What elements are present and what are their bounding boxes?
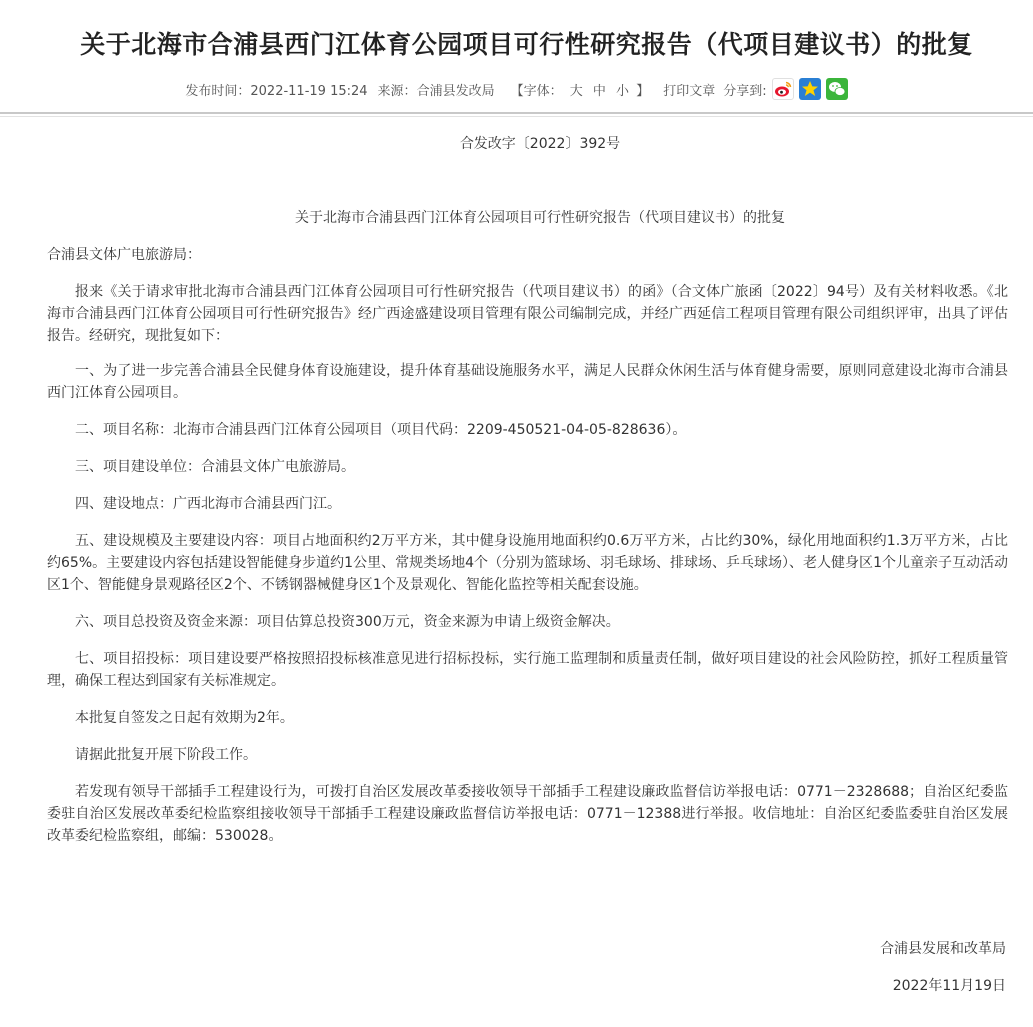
body-paragraph bbox=[47, 419, 1008, 441]
body-paragraph bbox=[47, 456, 1008, 478]
signature-date: 2022年11月19日 bbox=[892, 978, 1006, 994]
source-value: 合浦县发改局 bbox=[416, 83, 495, 99]
paragraph-text: 若发现有领导干部插手工程建设行为，可拨打自治区发展改革委接收领导干部插手工程建设廉政监督信访举报电话：0771－2328688；自治区纪委监委驻自治区发展改革委纪检监察组接收领导干部插手工程建设廉政监督信访举报电话：0771－12388进行举报。收信地址：自治区纪委监委驻自治区发展改革委纪检监察组，邮编：530028。 bbox=[47, 784, 1008, 844]
source-label: 来源： bbox=[377, 83, 417, 99]
font-control-open: 【字体： bbox=[510, 83, 563, 99]
font-size-small-button[interactable]: 小 bbox=[616, 83, 630, 99]
body-paragraph bbox=[47, 611, 1008, 633]
paragraph-text: 一、为了进一步完善合浦县全民健身体育设施建设，提升体育基础设施服务水平，满足人民群众休闲生活与体育健身需要，原则同意建设北海市合浦县西门江体育公园项目。 bbox=[47, 363, 1008, 401]
signature-organization: 合浦县发展和改革局 bbox=[880, 941, 1006, 957]
body-paragraph bbox=[47, 360, 1008, 404]
salutation: 合浦县文体广电旅游局： bbox=[47, 247, 201, 263]
publish-time-label: 发布时间： bbox=[185, 83, 251, 99]
wechat-icon[interactable] bbox=[826, 78, 848, 100]
article-meta-bar bbox=[0, 78, 1033, 100]
share-label: 分享到: bbox=[723, 83, 767, 99]
publish-time-value: 2022-11-19 15:24 bbox=[250, 83, 368, 99]
print-article-link[interactable]: 打印文章 bbox=[663, 83, 716, 99]
paragraph-text: 四、建设地点：广西北海市合浦县西门江。 bbox=[75, 496, 341, 512]
body-paragraph bbox=[47, 648, 1008, 692]
paragraph-text: 三、项目建设单位：合浦县文体广电旅游局。 bbox=[75, 459, 355, 475]
qzone-icon[interactable] bbox=[799, 78, 821, 100]
body-paragraph bbox=[47, 281, 1008, 347]
font-control-close: 】 bbox=[636, 83, 650, 99]
paragraph-text: 本批复自签发之日起有效期为2年。 bbox=[75, 710, 294, 726]
font-size-large-button[interactable]: 大 bbox=[569, 83, 583, 99]
paragraph-text: 请据此批复开展下阶段工作。 bbox=[75, 747, 257, 763]
body-paragraph bbox=[47, 530, 1008, 596]
font-size-control bbox=[511, 80, 650, 99]
body-paragraph bbox=[47, 493, 1008, 515]
paragraph-text: 报来《关于请求审批北海市合浦县西门江体育公园项目可行性研究报告（代项目建议书）的函》（合文体广旅函〔2022〕94号）及有关材料收悉。《北海市合浦县西门江体育公园项目可行性研究报告》经广西途盛建设项目管理有限公司编制完成，并经广西延信工程项目管理有限公司组织评审，出具了评估报告。经研究，现批复如下： bbox=[47, 284, 1008, 344]
body-paragraph bbox=[47, 707, 1008, 729]
paragraph-text: 五、建设规模及主要建设内容：项目占地面积约2万平方米，其中健身设施用地面积约0.6万平方米，占比约30%，绿化用地面积约1.3万平方米，占比约65%。主要建设内容包括建设智能健身步道约1公里、常规类场地4个（分别为篮球场、羽毛球场、排球场、乒乓球场）、老人健身区1个儿童亲子互动活动区1个、智能健身景观路径区2个、不锈钢器械健身区1个及景观化、智能化监控等相关配套设施。 bbox=[47, 533, 1008, 593]
body-paragraph bbox=[47, 744, 1008, 766]
paragraph-text: 二、项目名称：北海市合浦县西门江体育公园项目（项目代码：2209-450521-04-05-828636）。 bbox=[75, 422, 687, 438]
document-number: 合发改字〔2022〕392号 bbox=[459, 136, 621, 152]
article-title: 关于北海市合浦县西门江体育公园项目可行性研究报告（代项目建议书）的批复 bbox=[80, 30, 973, 59]
paragraph-text: 六、项目总投资及资金来源：项目估算总投资300万元，资金来源为申请上级资金解决。 bbox=[75, 614, 620, 630]
document-subtitle: 关于北海市合浦县西门江体育公园项目可行性研究报告（代项目建议书）的批复 bbox=[295, 210, 785, 226]
source bbox=[378, 80, 495, 99]
header-divider bbox=[0, 112, 1033, 114]
header-divider-secondary bbox=[0, 116, 1033, 117]
publish-time bbox=[185, 80, 367, 99]
font-size-medium-button[interactable]: 中 bbox=[592, 83, 606, 99]
body-paragraph bbox=[47, 781, 1008, 847]
paragraph-text: 七、项目招投标：项目建设要严格按照招投标核准意见进行招标投标，实行施工监理制和质量责任制，做好项目建设的社会风险防控，抓好工程质量管理，确保工程达到国家有关标准规定。 bbox=[47, 651, 1008, 689]
weibo-icon[interactable] bbox=[772, 78, 794, 100]
